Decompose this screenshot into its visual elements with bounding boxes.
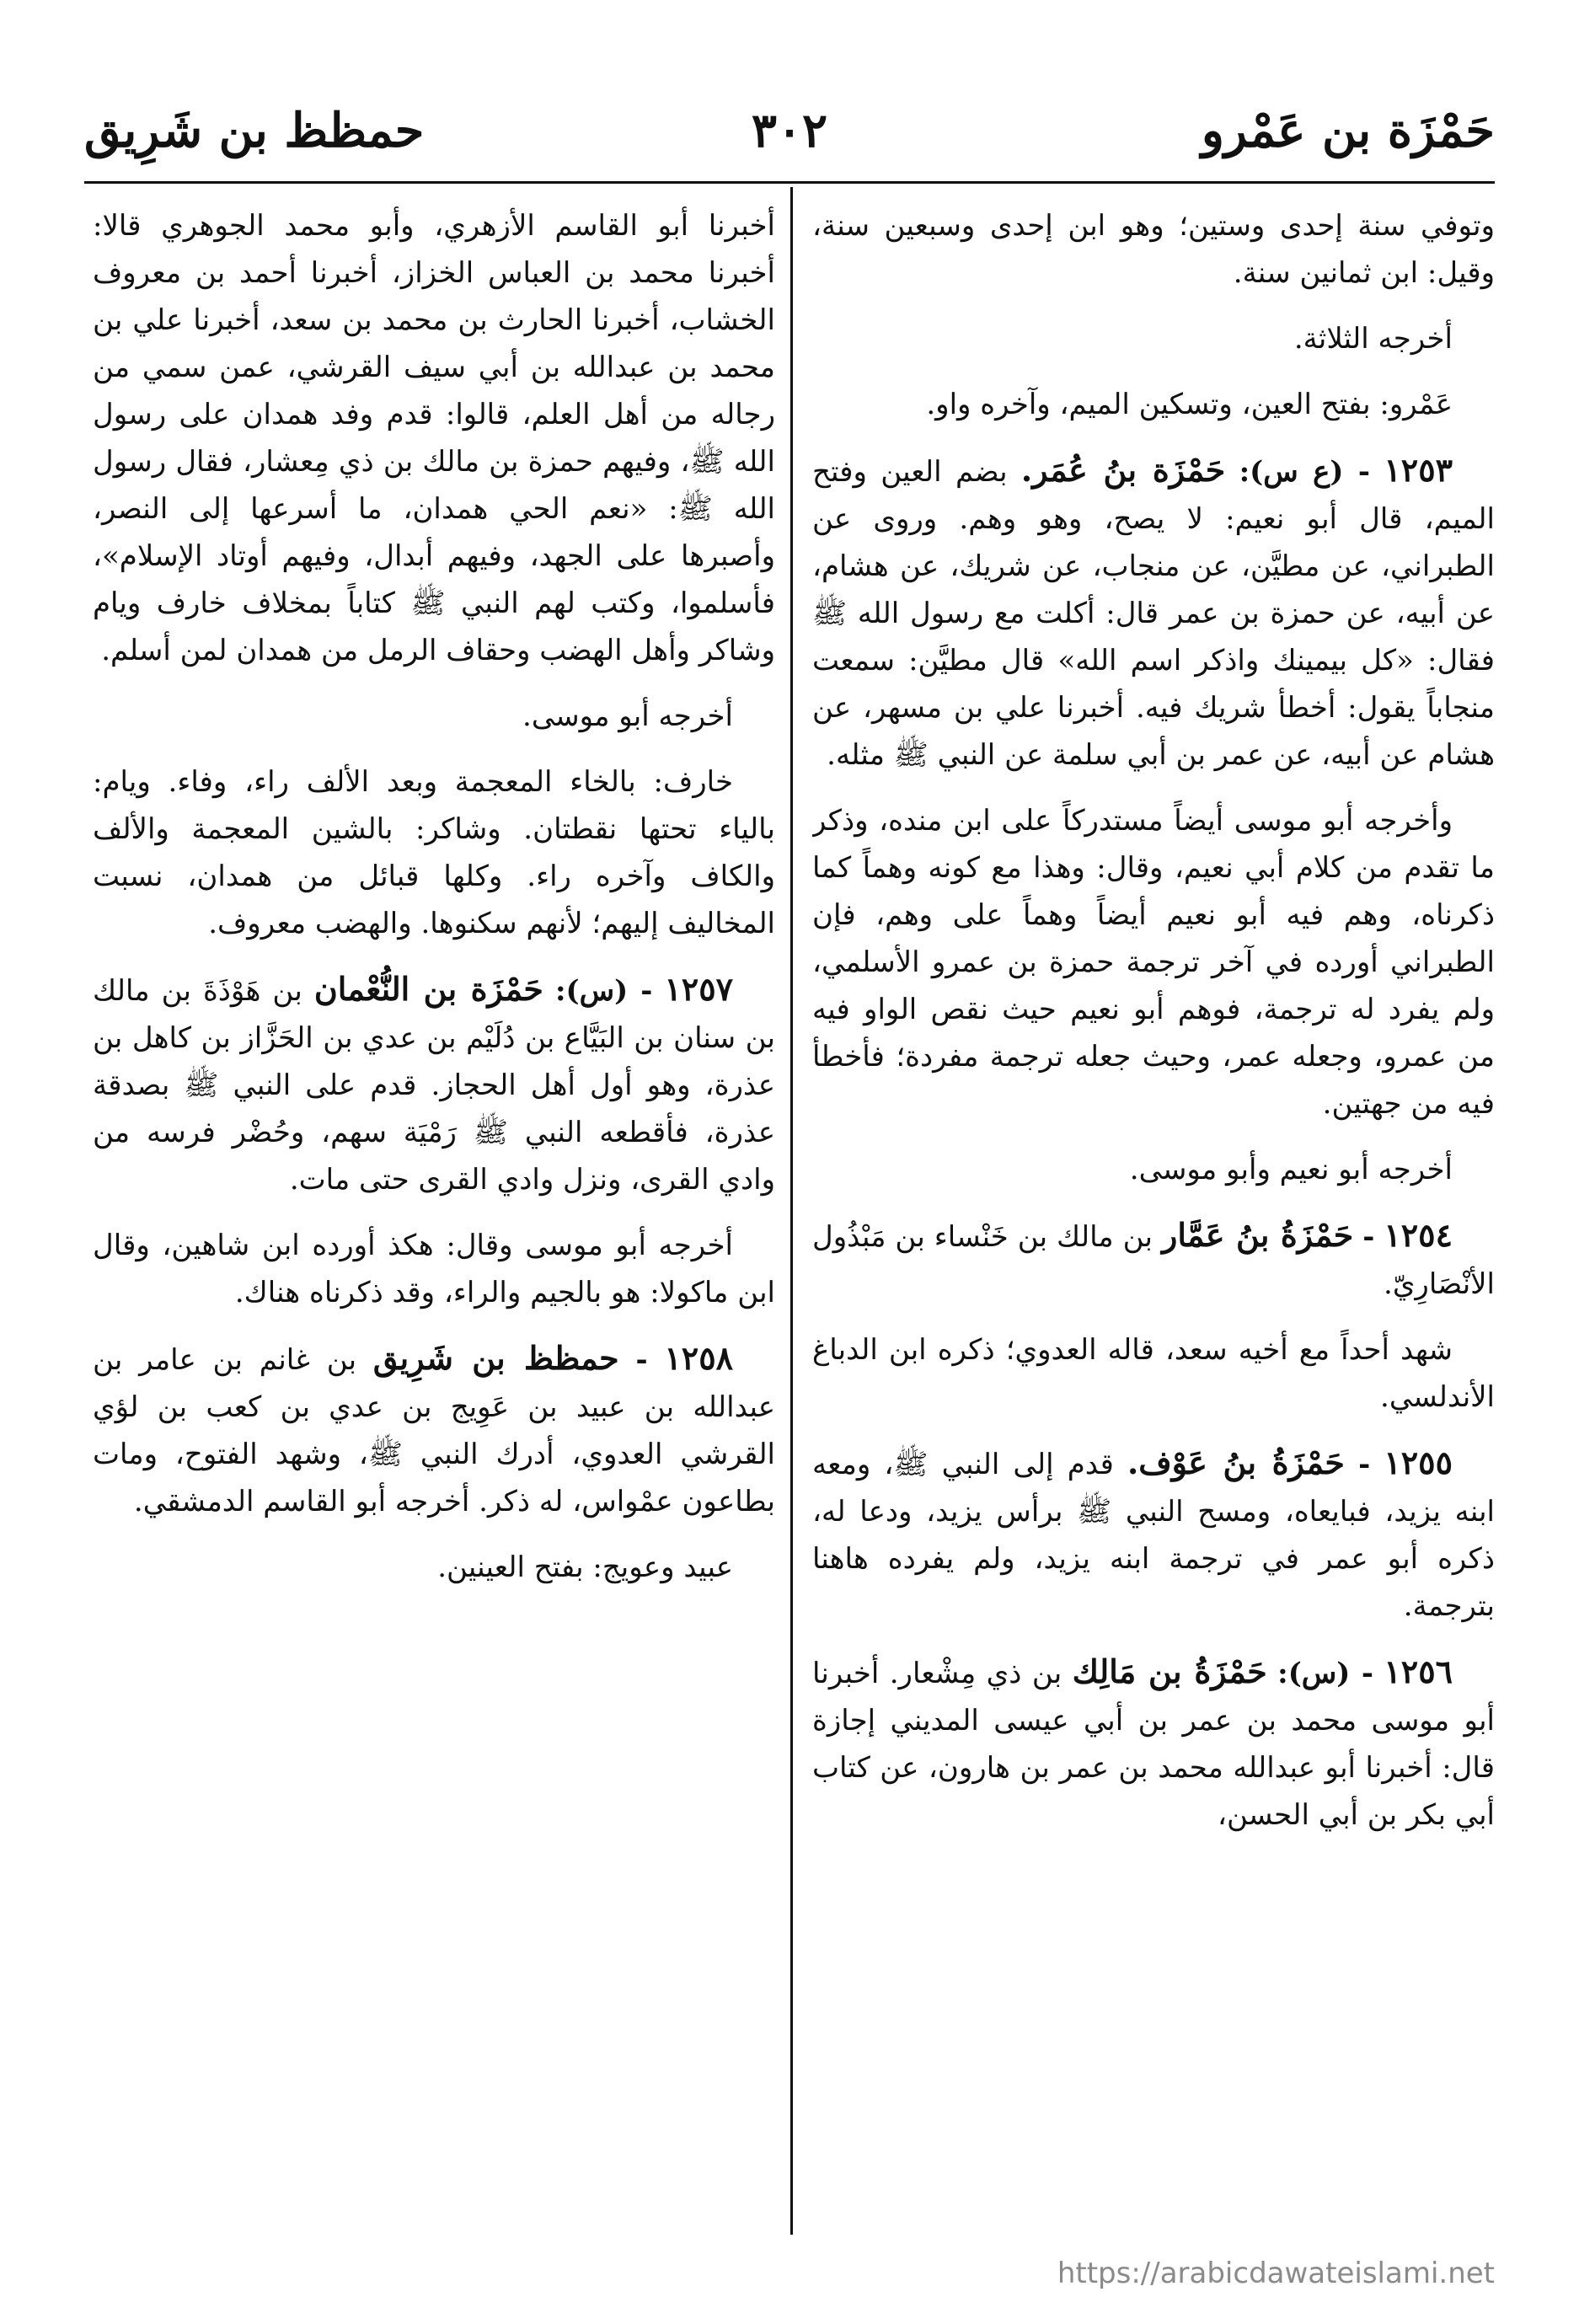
paragraph: عَمْرو: بفتح العين، وتسكين الميم، وآخره واو. xyxy=(926,388,1453,421)
running-title-right: حَمْزَة بن عَمْرو xyxy=(1201,103,1495,158)
entry-source-code: - (س): xyxy=(1277,1657,1373,1690)
paragraph: أخرجه أبو موسى. xyxy=(522,699,733,733)
entry-name: حَمْزَةُ بن مَالِك xyxy=(1072,1652,1267,1690)
paragraph: خارف: بالخاء المعجمة وبعد الألف راء، وفاء. ويام: بالياء تحتها نقطتان. وشاكر: بالشين المعجمة والألف والكاف وآخره راء. وكلها قبائل من همدان، نسبت المخاليف إليهم؛ لأنهم سكنوها. والهضب معروف. xyxy=(93,765,775,940)
page-number: ٣٠٢ xyxy=(751,103,828,158)
entry-number: ١٢٥٥ xyxy=(1384,1443,1453,1481)
entry-source-code: - xyxy=(1358,1448,1371,1481)
paragraph: وأخرجه أبو موسى أيضاً مستدركاً على ابن منده، وذكر ما تقدم من كلام أبي نعيم، وقال: وهذا مع كونه وهماً كما ذكرناه، وهم فيه أبو نعيم أيضاً وهماً على وهم، فإن الطبراني أورده في آخر ترجمة حمزة بن عمرو الأسلمي، ولم يفرد له ترجمة، فوهم أبو نعيم حيث نقص الواو فيه من عمرو، وجعله عمر، وحيث جعله ترجمة مفردة؛ فأخطأ فيه من جهتين. xyxy=(812,804,1495,1121)
entry-source-code: - xyxy=(635,1343,648,1377)
entry-name: حَمْزَة بنُ عُمَر. xyxy=(1020,451,1226,489)
header-rule xyxy=(84,181,1495,184)
paragraph: أخرجه الثلاثة. xyxy=(1293,322,1453,356)
entry-text: بضم العين وفتح الميم، قال أبو نعيم: لا يصح، وهو وهم. وروى عن الطبراني، عن مطيَّن، عن منجاب، عن شريك، عن هشام، عن أبيه، عن حمزة بن عمر قال: أكلت مع رسول الله ﷺ فقال: «كل بيمينك واذكر اسم الله» قال مطيَّن: سمعت منجاباً يقول: أخطأ شريك فيه. أخبرنا علي بن مسهر، عن هشام عن أبيه، عن عمر بن أبي سلمة عن النبي ﷺ مثله. xyxy=(812,455,1495,772)
entry-1257 xyxy=(93,966,775,1203)
entry-number: ١٢٥٨ xyxy=(664,1339,734,1377)
entry-number: ١٢٥٤ xyxy=(1384,1216,1453,1254)
column-divider xyxy=(790,187,793,2235)
entry-1255 xyxy=(812,1439,1495,1630)
entry-text: قدم إلى النبي ﷺ، ومعه ابنه يزيد، فبايعاه، ومسح النبي ﷺ برأس يزيد، ودعا له، ذكره أبو عمر في ترجمة ابنه يزيد، ولم يفرده هاهنا بترجمة. xyxy=(812,1448,1495,1623)
entry-number: ١٢٥٣ xyxy=(1384,451,1453,489)
entry-text: بن غانم بن عامر بن عبدالله بن عبيد بن عَوِيج بن عدي بن كعب بن لؤي القرشي العدوي، أدرك النبي ﷺ، وشهد الفتوح، ومات بطاعون عمْواس، له ذكر. أخرجه أبو القاسم الدمشقي. xyxy=(93,1343,775,1518)
entry-name: حمظظ بن شَرِيق xyxy=(372,1339,619,1377)
paragraph: عبيد وعويج: بفتح العينين. xyxy=(437,1550,733,1584)
entry-1256 xyxy=(812,1648,1495,1839)
entry-source-code: - (ع س): xyxy=(1239,455,1370,489)
paragraph: أخرجه أبو موسى وقال: هكذ أورده ابن شاهين، وقال ابن ماكولا: هو بالجيم والراء، وقد ذكرناه هناك. xyxy=(93,1229,775,1309)
page-header xyxy=(84,93,1495,185)
entry-text: بن هَوْذَةَ بن مالك بن سنان بن البَيَّاع بن دُلَيْم بن عدي بن الحَزَّاز بن كاهل بن عذرة، وهو أول أهل الحجاز. قدم على النبي ﷺ بصدقة عذرة، فأقطعه النبي ﷺ رَمْيَة سهم، وحُضْر فرسه من وادي القرى، ونزل وادي القرى حتى مات. xyxy=(93,974,775,1197)
entry-name: حَمْزَةُ بنُ عَوْف. xyxy=(1127,1443,1345,1481)
entry-1253 xyxy=(812,447,1495,779)
paragraph: أخرجه أبو نعيم وأبو موسى. xyxy=(1129,1153,1453,1186)
entry-name: حَمْزَةُ بنُ عَمَّار xyxy=(1161,1216,1354,1254)
paragraph: أخبرنا أبو القاسم الأزهري، وأبو محمد الجوهري قالا: أخبرنا محمد بن العباس الخزاز، أخبرنا أحمد بن معروف الخشاب، أخبرنا الحارث بن محمد بن سعد، أخبرنا علي بن محمد بن عبدالله بن أبي سيف القرشي، عمن سمي من رجاله من أهل العلم، قالوا: قدم وفد همدان على رسول الله ﷺ، وفيهم حمزة بن مالك بن ذي مِعشار، فقال رسول الله ﷺ: «نعم الحي همدان، ما أسرعها إلى النصر، وأصبرها على الجهد، وفيهم أبدال، وفيهم أوتاد الإسلام»، فأسلموا، وكتب لهم النبي ﷺ كتاباً بمخلاف خارف ويام وشاكر وأهل الهضب وحقاف الرمل من همدان لمن أسلم. xyxy=(93,209,775,667)
running-title-left: حمظظ بن شَرِيق xyxy=(84,103,425,158)
paragraph: شهد أحداً مع أخيه سعد، قاله العدوي؛ ذكره ابن الدباغ الأندلسي. xyxy=(812,1333,1495,1414)
paragraph: وتوفي سنة إحدى وستين؛ وهو ابن إحدى وسبعين سنة، وقيل: ابن ثمانين سنة. xyxy=(812,209,1495,290)
entry-source-code: - (س): xyxy=(554,974,653,1008)
entry-text: بن ذي مِشْعار. أخبرنا أبو موسى محمد بن عمر بن أبي عيسى المديني إجازة قال: أخبرنا أبو عبدالله محمد بن عمر بن هارون، عن كتاب أبي بكر بن أبي الحسن، xyxy=(812,1657,1495,1832)
left-column xyxy=(93,202,775,2241)
entry-text: بن مالك بن خَنْساء بن مَبْذُول الأنْصَارِيّ. xyxy=(812,1220,1495,1301)
entry-1254 xyxy=(812,1212,1495,1308)
entry-1258 xyxy=(93,1335,775,1525)
entry-source-code: - xyxy=(1362,1220,1375,1254)
entry-number: ١٢٥٧ xyxy=(664,970,734,1008)
entry-number: ١٢٥٦ xyxy=(1384,1652,1453,1690)
watermark-url: https://arabicdawateislami.net xyxy=(1057,2257,1495,2290)
right-column xyxy=(812,202,1495,2241)
entry-name: حَمْزَة بن النُّعْمان xyxy=(313,970,543,1008)
